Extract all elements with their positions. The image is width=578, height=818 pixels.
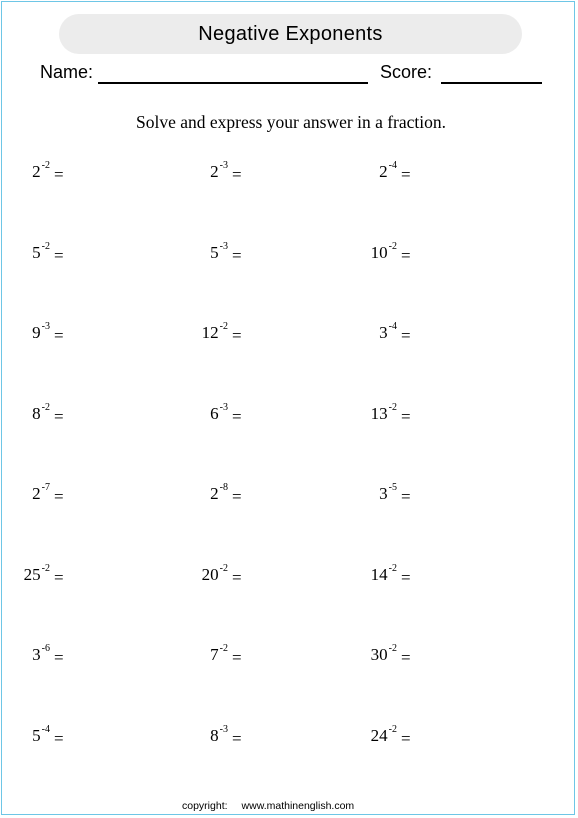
problem-exponent: -2 [219, 321, 228, 332]
equals-sign: = [232, 326, 242, 345]
problem-expression [210, 241, 228, 264]
problem-base: 3 [379, 323, 388, 342]
equals-sign: = [401, 729, 411, 748]
problem-exponent: -4 [388, 160, 397, 171]
instructions-text: Solve and express your answer in a fraction. [135, 112, 447, 132]
problem-exponent: -4 [41, 724, 50, 735]
problem-expression [379, 482, 397, 505]
worksheet-page [1, 1, 575, 815]
problem-expression [32, 724, 50, 747]
problem-expression [370, 241, 397, 264]
problem-expression [32, 482, 50, 505]
problem-item [343, 560, 473, 590]
problem-exponent: -3 [219, 241, 228, 252]
score-blank-line[interactable] [441, 82, 542, 84]
problem-item [343, 318, 473, 348]
problem-expression [370, 402, 397, 425]
equals-sign: = [401, 648, 411, 667]
problem-expression [201, 563, 228, 586]
problem-base: 2 [32, 484, 41, 503]
problem-exponent: -3 [219, 724, 228, 735]
equals-sign: = [54, 487, 64, 506]
problem-base: 30 [370, 645, 388, 664]
problem-base: 6 [210, 404, 219, 423]
title-banner [59, 14, 522, 54]
problem-item [343, 640, 473, 670]
equals-sign: = [232, 165, 242, 184]
equals-sign: = [54, 326, 64, 345]
problem-expression [23, 563, 50, 586]
problem-exponent: -2 [219, 563, 228, 574]
problem-expression [32, 402, 50, 425]
problem-base: 25 [23, 565, 41, 584]
problem-item [174, 238, 304, 268]
problem-base: 9 [32, 323, 41, 342]
problem-exponent: -2 [388, 643, 397, 654]
problem-base: 2 [210, 484, 219, 503]
problem-expression [370, 724, 397, 747]
problem-exponent: -3 [219, 402, 228, 413]
problem-item [343, 399, 473, 429]
problem-exponent: -4 [388, 321, 397, 332]
copyright-url[interactable]: www.mathinenglish.com [241, 800, 355, 812]
problem-expression [370, 563, 397, 586]
problem-expression [32, 241, 50, 264]
problem-expression [370, 643, 397, 666]
problem-base: 3 [32, 645, 41, 664]
equals-sign: = [401, 568, 411, 587]
problem-base: 20 [201, 565, 219, 584]
problem-base: 24 [370, 726, 388, 745]
problem-expression [32, 321, 50, 344]
problem-base: 14 [370, 565, 388, 584]
problem-exponent: -5 [388, 482, 397, 493]
equals-sign: = [232, 246, 242, 265]
problem-base: 5 [32, 726, 41, 745]
problem-exponent: -2 [388, 563, 397, 574]
problem-exponent: -2 [219, 643, 228, 654]
problem-base: 7 [210, 645, 219, 664]
footer [182, 800, 354, 812]
equals-sign: = [401, 487, 411, 506]
copyright-label: copyright: [182, 800, 228, 812]
problem-exponent: -8 [219, 482, 228, 493]
equals-sign: = [232, 648, 242, 667]
problem-expression [210, 724, 228, 747]
problem-exponent: -3 [41, 321, 50, 332]
equals-sign: = [401, 326, 411, 345]
equals-sign: = [401, 165, 411, 184]
problem-exponent: -2 [388, 724, 397, 735]
problem-item [343, 479, 473, 509]
problem-item [0, 479, 126, 509]
problem-base: 12 [201, 323, 219, 342]
name-blank-line[interactable] [98, 82, 368, 84]
problem-base: 13 [370, 404, 388, 423]
equals-sign: = [401, 246, 411, 265]
problem-expression [210, 643, 228, 666]
problem-item [343, 721, 473, 751]
problem-item [0, 560, 126, 590]
equals-sign: = [232, 729, 242, 748]
problem-base: 2 [210, 162, 219, 181]
problem-item [174, 640, 304, 670]
problem-expression [210, 160, 228, 183]
problem-expression [379, 321, 397, 344]
problem-expression [210, 402, 228, 425]
problem-item [0, 157, 126, 187]
equals-sign: = [401, 407, 411, 426]
problem-item [0, 399, 126, 429]
problem-expression [201, 321, 228, 344]
equals-sign: = [54, 568, 64, 587]
problem-exponent: -2 [41, 160, 50, 171]
equals-sign: = [232, 487, 242, 506]
problem-item [174, 721, 304, 751]
problem-exponent: -2 [388, 402, 397, 413]
problem-expression [32, 643, 50, 666]
problem-exponent: -6 [41, 643, 50, 654]
problem-item [0, 721, 126, 751]
problem-exponent: -2 [41, 241, 50, 252]
problem-exponent: -2 [41, 563, 50, 574]
problem-expression [210, 482, 228, 505]
problem-item [174, 157, 304, 187]
problem-exponent: -2 [388, 241, 397, 252]
problem-item [174, 318, 304, 348]
problem-base: 8 [210, 726, 219, 745]
problem-base: 5 [210, 243, 219, 262]
problem-item [343, 238, 473, 268]
problem-exponent: -7 [41, 482, 50, 493]
problem-item [0, 318, 126, 348]
problem-base: 2 [32, 162, 41, 181]
problem-item [174, 479, 304, 509]
equals-sign: = [54, 729, 64, 748]
equals-sign: = [54, 165, 64, 184]
problem-item [343, 157, 473, 187]
problem-item [0, 640, 126, 670]
equals-sign: = [232, 407, 242, 426]
problem-base: 8 [32, 404, 41, 423]
problem-item [174, 560, 304, 590]
problem-base: 2 [379, 162, 388, 181]
equals-sign: = [54, 246, 64, 265]
page-title: Negative Exponents [198, 22, 383, 45]
equals-sign: = [54, 648, 64, 667]
problem-exponent: -2 [41, 402, 50, 413]
name-label: Name: [40, 62, 94, 82]
problem-expression [32, 160, 50, 183]
problem-expression [379, 160, 397, 183]
problem-item [174, 399, 304, 429]
problem-exponent: -3 [219, 160, 228, 171]
equals-sign: = [54, 407, 64, 426]
problem-base: 5 [32, 243, 41, 262]
problem-item [0, 238, 126, 268]
score-label: Score: [380, 62, 433, 82]
problem-base: 10 [370, 243, 388, 262]
problem-base: 3 [379, 484, 388, 503]
equals-sign: = [232, 568, 242, 587]
